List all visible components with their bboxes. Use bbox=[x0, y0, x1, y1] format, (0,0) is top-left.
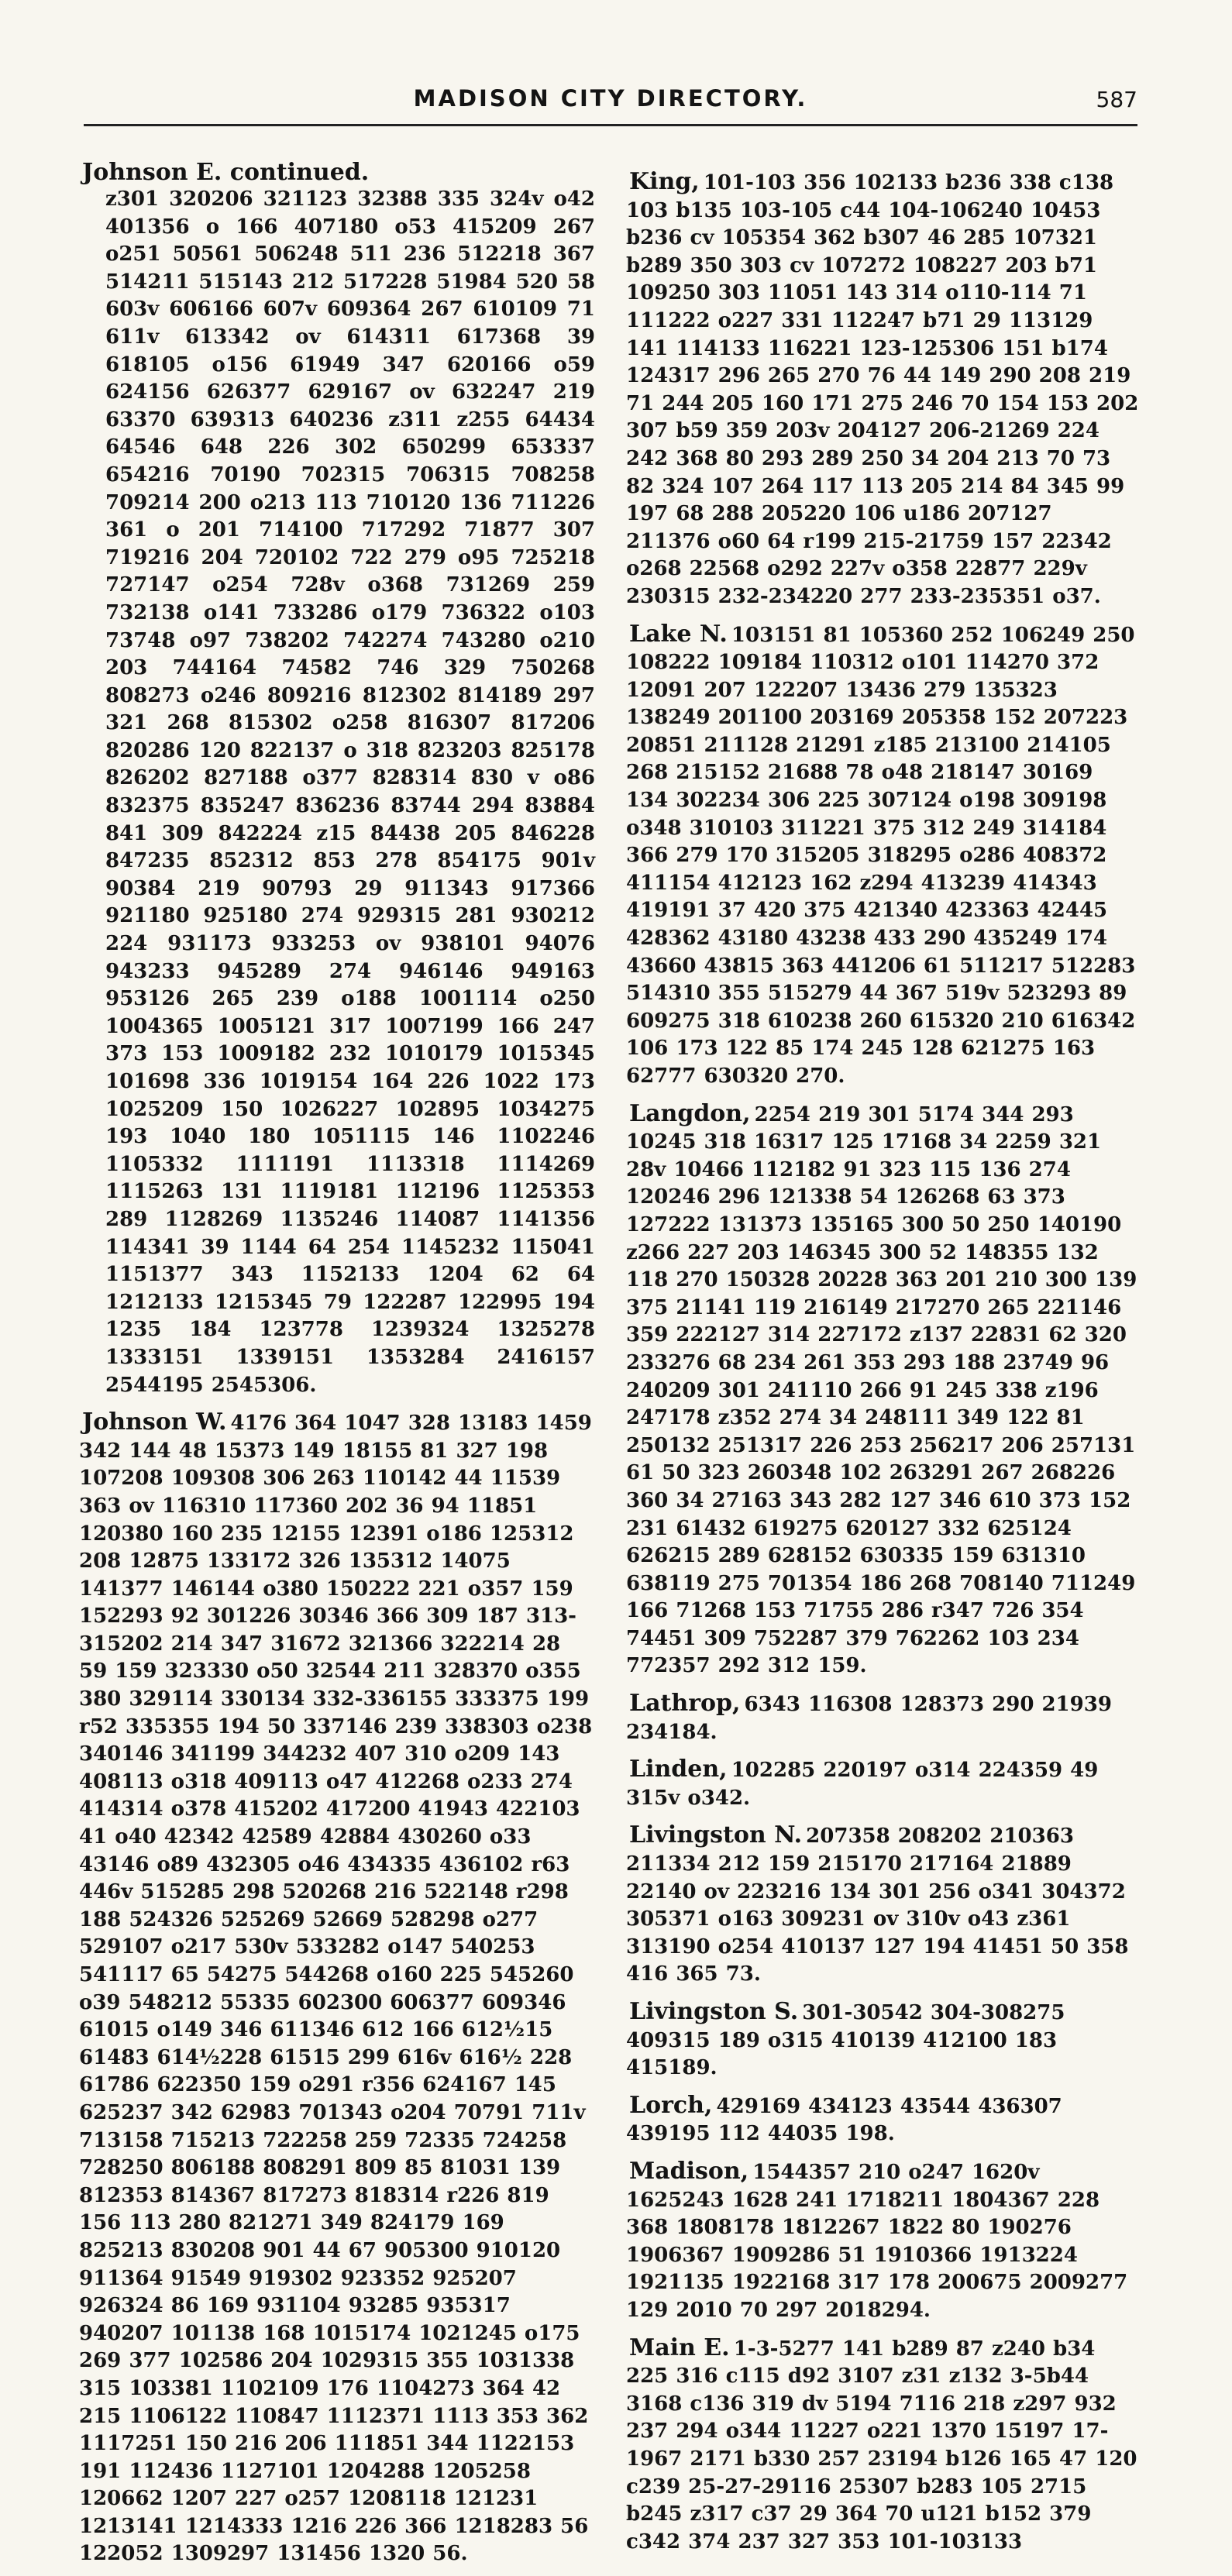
street-entry-johnson-e bbox=[79, 159, 595, 1399]
street-entry-lake-n bbox=[626, 621, 1139, 1091]
street-entry-johnson-w bbox=[79, 1408, 595, 2568]
street-name: King, bbox=[629, 168, 700, 195]
street-name: Main E. bbox=[629, 2334, 730, 2361]
page-header bbox=[84, 84, 1137, 126]
street-name: Langdon, bbox=[629, 1099, 751, 1127]
street-entry-linden bbox=[626, 1756, 1139, 1812]
street-name: Lake N. bbox=[629, 620, 728, 648]
street-entry-main-e bbox=[626, 2334, 1139, 2557]
street-name: Lathrop, bbox=[629, 1690, 741, 1718]
street-entry-langdon bbox=[626, 1100, 1139, 1680]
street-name: Lorch, bbox=[629, 2091, 713, 2119]
street-listing: 429169 434123 43544 436307 439195 112 44035 198. bbox=[626, 2094, 1062, 2146]
street-name: Madison, bbox=[629, 2157, 749, 2185]
street-listing: 2254 219 301 5174 344 293 10245 318 16317 125 17168 34 2259 321 28v 10466 112182 91 323 115 136 274 120246 296 121338 54 126268 63 373 127222 131373 135165 300 50 250 140190 z266 227 203 146345 300 52 148355 132 118 270 150328 20228 363 201 210 300 139 375 21141 119 216149 217270 265 221146 359 222127 314 227172 z137 22831 62 320 233276 68 234 261 353 293 188 23749 96 240209 301 241110 266 91 245 338 z196 247178 z352 274 34 248111 349 122 81 250132 251317 226 253 256217 206 257131 61 50 323 260348 102 263291 267 268226 360 34 27163 343 282 127 346 610 373 152 231 61432 619275 620127 332 625124 626215 289 628152 630335 159 631310 638119 275 701354 186 268 708140 711249 166 71268 153 71755 286 r347 726 354 74451 309 752287 379 762262 103 234 772357 292 312 159. bbox=[626, 1102, 1137, 1678]
street-listing: 102285 220197 o314 224359 49 315v o342. bbox=[626, 1759, 1099, 1810]
street-name: Johnson E. continued. bbox=[82, 159, 370, 186]
street-listing: 207358 208202 210363 211334 212 159 215170 217164 21889 22140 ov 223216 134 301 256 o341 304372 305371 o163 309231 ov 310v o43 z361 313190 o254 410137 127 194 41451 50 358 416 365 73. bbox=[626, 1825, 1129, 1986]
street-entry-livingston-s bbox=[626, 1998, 1139, 2082]
street-name: Livingston N. bbox=[629, 1821, 803, 1849]
street-listing: 6343 116308 128373 290 21939 234184. bbox=[626, 1693, 1112, 1744]
street-entry-lathrop bbox=[626, 1690, 1139, 1746]
right-column bbox=[626, 159, 1139, 2564]
street-entry-madison bbox=[626, 2158, 1139, 2325]
street-listing: 1544357 210 o247 1620v 1625243 1628 241 1718211 1804367 228 368 1808178 1812267 1822 80 190276 1906367 1909286 51 1910366 1913224 1921135 1922168 317 178 200675 2009277 129 2010 70 297 2018294. bbox=[626, 2160, 1128, 2322]
street-listing: 301-30542 304-308275 409315 189 o315 410139 412100 183 415189. bbox=[626, 2001, 1065, 2080]
street-name: Johnson W. bbox=[82, 1408, 227, 1436]
street-listing: 101-103 356 102133 b236 338 c138 103 b135 103-105 c44 104-106240 10453 b236 cv 105354 362 b307 46 285 107321 b289 350 303 cv 107272 108227 203 b71 109250 303 11051 143 314 o110-114 71 111222 o227 331 112247 b71 29 113129 141 114133 116221 123-125306 151 b174 124317 296 265 270 76 44 149 290 208 219 71 244 205 160 171 275 246 70 154 153 202 307 b59 359 203v 204127 206-21269 224 242 368 80 293 289 250 34 204 213 70 73 82 324 107 264 117 113 205 214 84 345 99 197 68 288 205220 106 u186 207127 211376 o60 64 r199 215-21759 157 22342 o268 22568 o292 227v o358 22877 229v 230315 232-234220 277 233-235351 o37. bbox=[626, 171, 1139, 608]
street-name: Linden, bbox=[629, 1756, 728, 1783]
street-entry-livingston-n bbox=[626, 1821, 1139, 1989]
street-entry-king bbox=[626, 168, 1139, 611]
street-listing: 103151 81 105360 252 106249 250 108222 109184 110312 o101 114270 372 12091 207 122207 13436 279 135323 138249 201100 203169 205358 152 207223 20851 211128 21291 z185 213100 214105 268 215152 21688 78 o48 218147 30169 134 302234 306 225 307124 o198 309198 o348 310103 311221 375 312 249 314184 366 279 170 315205 318295 o286 408372 411154 412123 162 z294 413239 414343 419191 37 420 375 421340 423363 42445 428362 43180 43238 433 290 435249 174 43660 43815 363 441206 61 511217 512283 514310 355 515279 44 367 519v 523293 89 609275 318 610238 260 615320 210 616342 106 173 122 85 174 245 128 621275 163 62777 630320 270. bbox=[626, 623, 1136, 1088]
street-name: Livingston S. bbox=[629, 1998, 799, 2025]
running-title: MADISON CITY DIRECTORY. bbox=[413, 85, 808, 112]
street-entry-lorch bbox=[626, 2092, 1139, 2148]
street-listing: 1-3-5277 141 b289 87 z240 b34 225 316 c115 d92 3107 z31 z132 3-5b44 3168 c136 319 dv 5194 7116 218 z297 932 237 294 o344 11227 o221 1370 15197 17-1967 2171 b330 257 23194 b126 165 47 120 c239 25-27-29116 25307 b283 105 2715 b245 z317 c37 29 364 70 u121 b152 379 c342 374 237 327 353 101-103133 bbox=[626, 2337, 1137, 2554]
street-listing: 4176 364 1047 328 13183 1459 342 144 48 15373 149 18155 81 327 198 107208 109308 306 263 110142 44 11539 363 ov 116310 117360 202 36 94 11851 120380 160 235 12155 12391 o186 125312 208 12875 133172 326 135312 14075 141377 146144 o380 150222 221 o357 159 152293 92 301226 30346 366 309 187 313-315202 214 347 31672 321366 322214 28 59 159 323330 o50 32544 211 328370 o355 380 329114 330134 332-336155 333375 199 r52 335355 194 50 337146 239 338303 o238 340146 341199 344232 407 310 o209 143 408113 o318 409113 o47 412268 o233 274 414314 o378 415202 417200 41943 422103 41 o40 42342 42589 42884 430260 o33 43146 o89 432305 o46 434335 436102 r63 446v 515285 298 520268 216 522148 r298 188 524326 525269 52669 528298 o277 529107 o217 530v 533282 o147 540253 541117 65 54275 544268 o160 225 545260 o39 548212 55335 602300 606377 609346 61015 o149 346 611346 612 166 612½15 61483 614½228 61515 299 616v 616½ 228 61786 622350 159 o291 r356 624167 145 625237 342 62983 701343 o204 70791 711v 713158 715213 722258 259 72335 724258 728250 806188 808291 809 85 81031 139 812353 814367 817273 818314 r226 819 156 113 280 821271 349 824179 169 825213 830208 901 44 67 905300 910120 911364 91549 919302 923352 925207 926324 86 169 931104 93285 935317 940207 101138 168 1015174 1021245 o175 269 377 102586 204 1029315 355 1031338 315 103381 1102109 176 1104273 364 42 215 1106122 110847 1112371 1113 353 362 1117251 150 216 206 111851 344 1122153 191 112436 1127101 1204288 1205258 120662 1207 227 o257 1208118 121231 1213141 1214333 1216 226 366 1218283 56 122052 1309297 131456 1320 56. bbox=[79, 1412, 593, 2566]
page-number: 587 bbox=[1096, 87, 1137, 112]
street-listing: z301 320206 321123 32388 335 324v o42 401356 o 166 407180 o53 415209 267 o251 50561 506248 511 236 512218 367 514211 515143 212 517228 51984 520 58 603v 606166 607v 609364 267 610109 71 611v 613342 ov 614311 617368 39 618105 o156 61949 347 620166 o59 624156 626377 629167 ov 632247 219 63370 639313 640236 z311 z255 64434 64546 648 226 302 650299 653337 654216 70190 702315 706315 708258 709214 200 o213 113 710120 136 711226 361 o 201 714100 717292 71877 307 719216 204 720102 722 279 o95 725218 727147 o254 728v o368 731269 259 732138 o141 733286 o179 736322 o103 73748 o97 738202 742274 743280 o210 203 744164 74582 746 329 750268 808273 o246 809216 812302 814189 297 321 268 815302 o258 816307 817206 820286 120 822137 o 318 823203 825178 826202 827188 o377 828314 830 v o86 832375 835247 836236 83744 294 83884 841 309 842224 z15 84438 205 846228 847235 852312 853 278 854175 901v 90384 219 90793 29 911343 917366 921180 925180 274 929315 281 930212 224 931173 933253 ov 938101 94076 943233 945289 274 946146 949163 953126 265 239 o188 1001114 o250 1004365 1005121 317 1007199 166 247 373 153 1009182 232 1010179 1015345 101698 336 1019154 164 226 1022 173 1025209 150 1026227 102895 1034275 193 1040 180 1051115 146 1102246 1105332 1111191 1113318 1114269 1115263 131 1119181 112196 1125353 289 1128269 1135246 114087 1141356 114341 39 1144 64 254 1145232 115041 1151377 343 1152133 1204 62 64 1212133 1215345 79 122287 122995 194 1235 184 123778 1239324 1325278 1333151 1339151 1353284 2416157 2544195 2545306. bbox=[105, 187, 595, 1397]
left-column bbox=[79, 159, 595, 2576]
